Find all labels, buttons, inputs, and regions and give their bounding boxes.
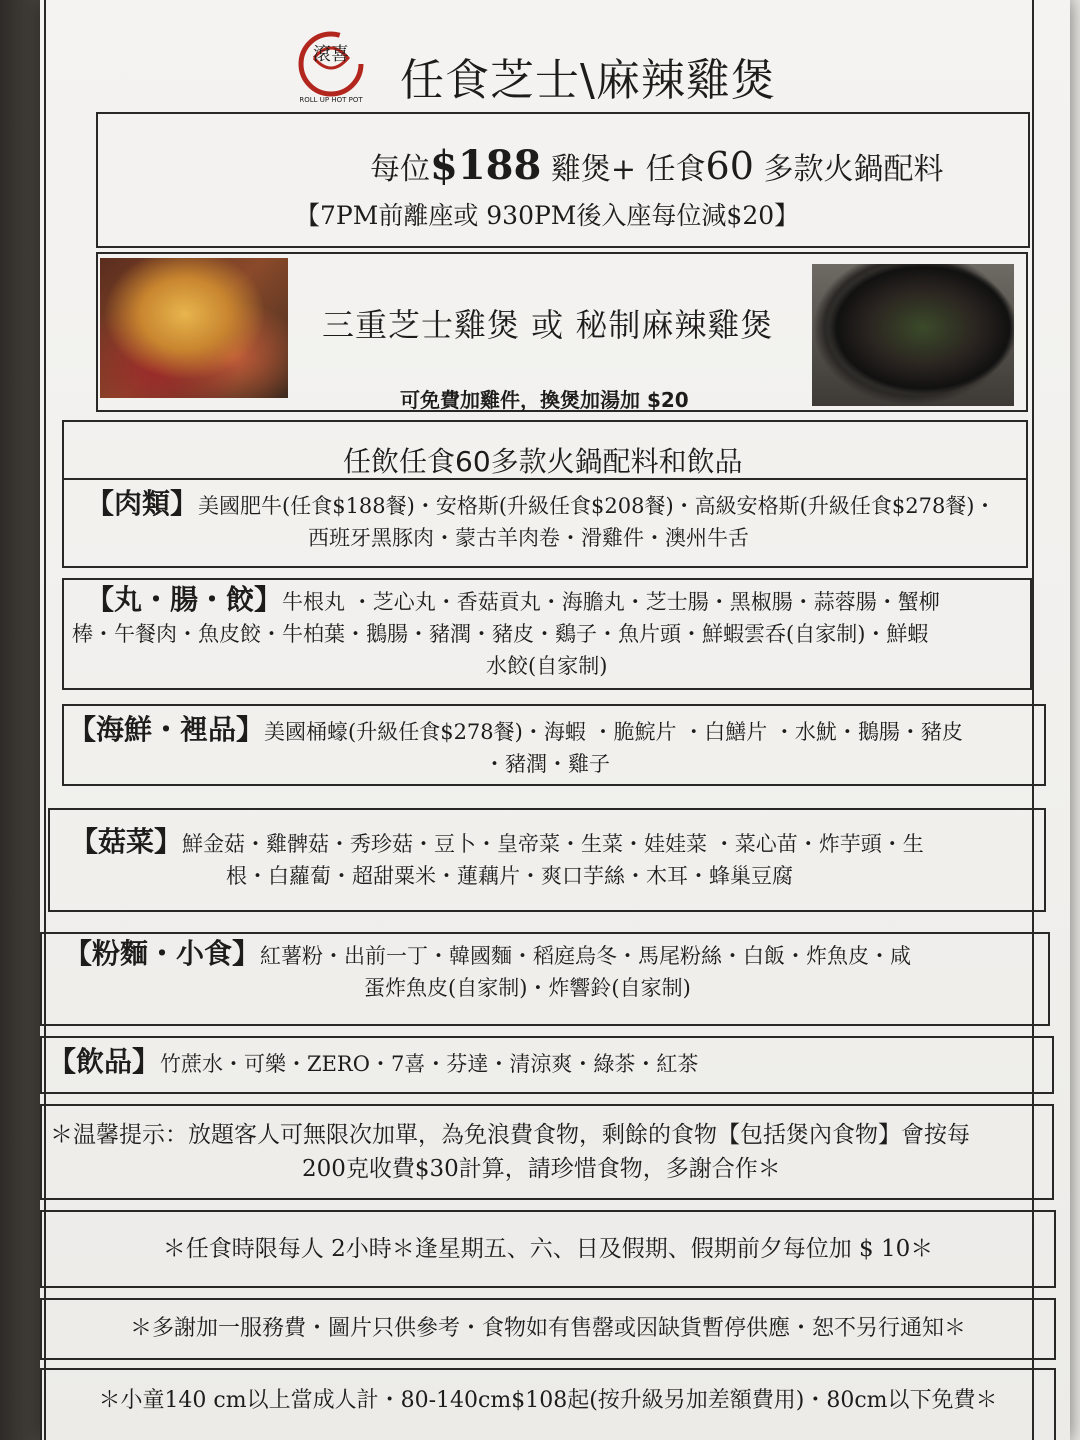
noodles-line1: 紅薯粉・出前一丁・韓國麵・稻庭烏冬・馬尾粉絲・白飯・炸魚皮・咸 (260, 944, 912, 968)
balls-line2: 棒・午餐肉・魚皮餃・牛柏葉・鵝腸・豬潤・豬皮・鷄子・魚片頭・鮮蝦雲呑(自家制)・鮮蝦 (72, 622, 929, 646)
balls-label: 【丸・腸・餃】 (86, 583, 283, 616)
veg-line1: 鮮金菇・雞髀菇・秀珍菇・豆卜・皇帝菜・生菜・娃娃菜 ・菜心苗・炸芋頭・生 (182, 832, 924, 856)
drinks-category (48, 1046, 1048, 1080)
meat-line1: 美國肥牛(任食$188餐)・安格斯(升級任食$208餐)・高級安格斯(升級任食$278餐)・ (198, 494, 996, 518)
time-limit-notice: ＊任食時限每人 2小時＊逢星期五、六、日及假期、假期前夕每位加 $ 10＊ (162, 1236, 934, 1262)
noodles-label: 【粉麵・小食】 (64, 937, 261, 970)
dish-title: 三重芝士雞煲 或 秘制麻辣雞煲 (322, 306, 774, 344)
meat-line2: 西班牙黑豚肉・蒙古羊肉卷・滑雞件・澳州牛舌 (308, 526, 749, 550)
price-suffix: 多款火鍋配料 (753, 152, 944, 187)
service-notice: ＊多謝加一服務費・圖片只供參考・食物如有售罄或因缺貨暫停供應・恕不另行通知＊ (129, 1316, 966, 1341)
item-count: 60 (705, 144, 754, 188)
noodles-category (64, 938, 1050, 1004)
tip-line1: ＊温馨提示：放題客人可無限次加單，為免浪費食物，剩餘的食物【包括煲內食物】會按每 (50, 1122, 970, 1148)
price-amount: $188 (430, 142, 542, 189)
children-notice: ＊小童140 cm以上當成人計・80-140cm$108起(按升級另加差額費用)・80cm以下免費＊ (98, 1388, 998, 1413)
balls-line1: 牛根丸 ・芝心丸・香菇貢丸・海膽丸・芝士腸・黑椒腸・蒜蓉腸・蟹柳 (282, 590, 940, 614)
seafood-line2: ・豬潤・雞子 (484, 752, 610, 776)
logo-text: 滾喜 (313, 44, 349, 65)
seafood-category (68, 714, 1048, 780)
page-title: 任食芝士\麻辣雞煲 (400, 55, 776, 106)
buffet-title: 任飲任食60多款火鍋配料和飲品 (343, 445, 743, 478)
noodles-line2: 蛋炸魚皮(自家制)・炸響鈴(自家制) (364, 976, 691, 1000)
balls-line3: 水餃(自家制) (486, 654, 608, 678)
veg-label: 【菇菜】 (70, 825, 183, 858)
tip-line2: 200克收費$30計算，請珍惜食物，多謝合作＊ (302, 1156, 781, 1182)
price-prefix: 每位 (370, 152, 430, 187)
meat-category (86, 488, 1026, 554)
balls-category (72, 584, 1032, 682)
price-line (370, 142, 943, 189)
veg-line2: 根・白蘿蔔・超甜粟米・蓮藕片・爽口芋絲・木耳・蜂巢豆腐 (226, 864, 793, 888)
logo-subtitle: ROLL UP HOT POT (299, 96, 363, 104)
dish-note: 可免費加雞件，換煲加湯加 $20 (400, 388, 689, 412)
seafood-label: 【海鮮・裡品】 (68, 713, 265, 746)
drinks-line1: 竹蔗水・可樂・ZERO・7喜・芬達・清涼爽・綠茶・紅茶 (160, 1052, 699, 1076)
veg-category (70, 826, 1046, 892)
spicy-pot-photo (812, 264, 1014, 406)
cheese-pot-photo (100, 258, 288, 398)
discount-note: 【7PM前離座或 930PM後入座每位減$20】 (295, 201, 800, 230)
tip-notice (50, 1118, 1050, 1186)
meat-label: 【肉類】 (86, 487, 199, 520)
seafood-line1: 美國桶蠔(升級任食$278餐)・海蝦 ・脆鯇片 ・白鱔片 ・水魷・鵝腸・豬皮 (264, 720, 963, 744)
price-mid: 雞煲+ 任食 (541, 152, 706, 187)
drinks-label: 【飲品】 (48, 1045, 161, 1078)
